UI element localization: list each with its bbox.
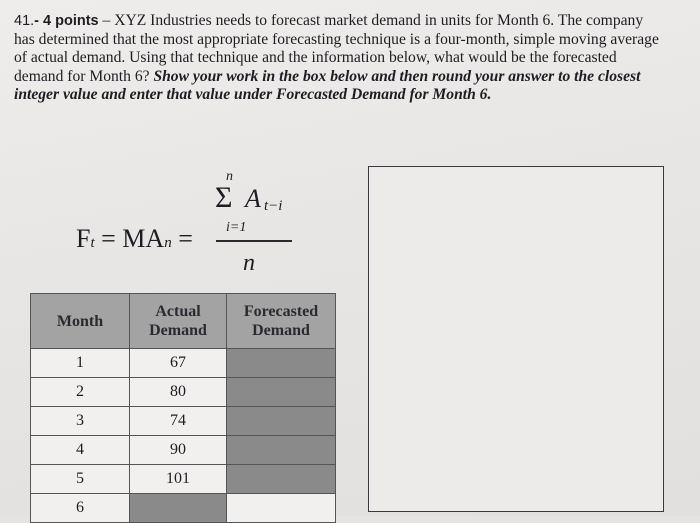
header-actual-demand xyxy=(130,294,227,349)
sum-term-subscript: t−i xyxy=(264,198,283,214)
month-cell: 4 xyxy=(31,436,130,465)
question-points: - 4 points xyxy=(34,13,99,29)
month-cell: 5 xyxy=(31,465,130,494)
formula-MA: = MA xyxy=(101,224,165,253)
header-actual-line-2: Demand xyxy=(149,322,207,339)
forecast-cell xyxy=(227,349,336,378)
formula-MA-subscript: n xyxy=(164,235,172,251)
sum-upper-limit: n xyxy=(226,169,233,184)
table-row xyxy=(31,494,336,523)
question-line-2: has determined that the most appropriate forecasting technique is a four-month, simple moving average xyxy=(14,30,659,48)
instruction-bold-2: integer value and enter that value under Forecasted Demand for Month 6. xyxy=(14,86,492,104)
header-forecast-line-2: Demand xyxy=(252,322,310,339)
header-actual-line-1: Actual xyxy=(155,303,201,320)
forecast-cell xyxy=(227,436,336,465)
moving-average-formula xyxy=(0,0,360,290)
demand-table xyxy=(30,293,336,523)
month-cell: 6 xyxy=(31,494,130,523)
formula-F: F xyxy=(76,224,91,253)
formula-lhs xyxy=(76,224,193,254)
table-row xyxy=(31,407,336,436)
table-row xyxy=(31,349,336,378)
formula-equals: = xyxy=(178,224,193,253)
month-cell: 1 xyxy=(31,349,130,378)
actual-demand-cell: 67 xyxy=(130,349,227,378)
formula-F-subscript: t xyxy=(90,235,95,251)
work-answer-box[interactable] xyxy=(368,166,664,512)
formula-denominator: n xyxy=(243,250,255,276)
table-header-row xyxy=(31,294,336,349)
actual-demand-cell: 90 xyxy=(130,436,227,465)
header-forecast-line-1: Forecasted xyxy=(243,303,319,320)
month-cell: 3 xyxy=(31,407,130,436)
table-row xyxy=(31,436,336,465)
forecast-month-6-input[interactable] xyxy=(227,494,336,523)
forecast-cell xyxy=(227,378,336,407)
sum-lower-limit: i=1 xyxy=(226,220,247,235)
question-text-line-4: demand for Month 6? xyxy=(14,67,154,85)
fraction-bar xyxy=(216,240,292,242)
question-line-3: of actual demand. Using that technique and the information below, what would be the forecasted xyxy=(14,49,617,67)
forecast-cell xyxy=(227,465,336,494)
question-number: 41. xyxy=(14,13,35,29)
question-text-line-1: – XYZ Industries needs to forecast market demand in units for Month 6. The company xyxy=(98,12,644,29)
actual-demand-cell: 80 xyxy=(130,378,227,407)
month-cell: 2 xyxy=(31,378,130,407)
table-row xyxy=(31,378,336,407)
sum-term: A xyxy=(245,184,261,213)
header-forecasted-demand xyxy=(227,294,336,349)
actual-demand-cell xyxy=(130,494,227,523)
forecast-cell xyxy=(227,407,336,436)
header-month: Month xyxy=(31,294,130,349)
sigma-symbol: Σ xyxy=(215,181,233,214)
table-row xyxy=(31,465,336,494)
instruction-bold-1: Show your work in the box below and then round your answer to the closest xyxy=(153,67,641,85)
actual-demand-cell: 101 xyxy=(130,465,227,494)
actual-demand-cell: 74 xyxy=(130,407,227,436)
